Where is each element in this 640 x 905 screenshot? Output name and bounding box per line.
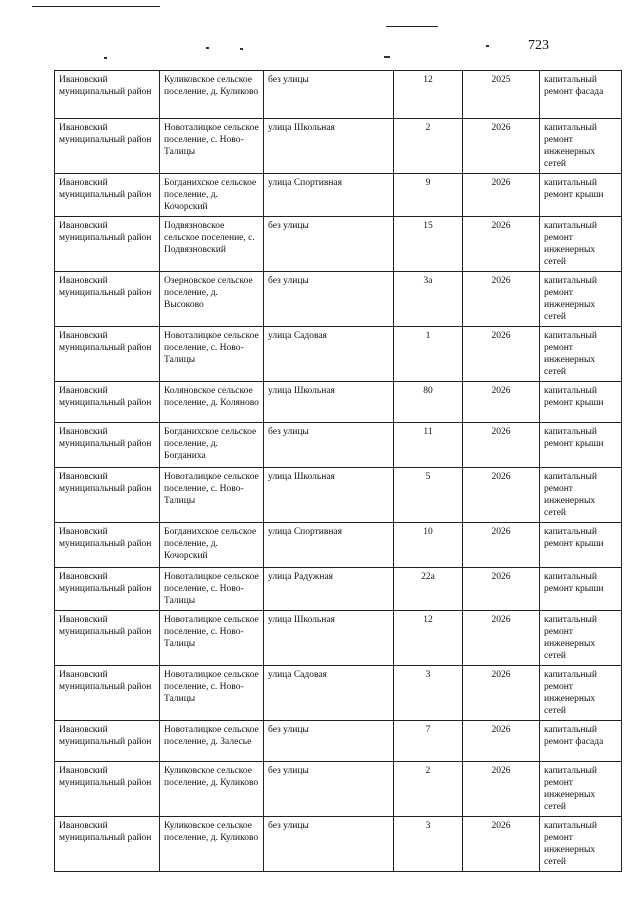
work-type-cell: капитальный ремонт инженерных сетей bbox=[540, 817, 622, 872]
house-number-cell: 10 bbox=[394, 523, 463, 568]
year-cell: 2026 bbox=[463, 468, 540, 523]
street-cell: без улицы bbox=[264, 217, 394, 272]
house-number-cell: 12 bbox=[394, 611, 463, 666]
work-type-cell: капитальный ремонт инженерных сетей bbox=[540, 666, 622, 721]
table-row bbox=[55, 423, 622, 468]
table-body bbox=[55, 71, 622, 872]
work-type-cell: капитальный ремонт фасада bbox=[540, 71, 622, 119]
district-cell: Ивановский муниципальный район bbox=[55, 327, 160, 382]
year-cell: 2026 bbox=[463, 568, 540, 611]
street-cell: без улицы bbox=[264, 423, 394, 468]
settlement-cell: Куликовское сельское поселение, д. Куликово bbox=[160, 817, 264, 872]
house-number-cell: 3а bbox=[394, 272, 463, 327]
table-row bbox=[55, 817, 622, 872]
table-row bbox=[55, 272, 622, 327]
year-cell: 2026 bbox=[463, 666, 540, 721]
work-type-cell: капитальный ремонт инженерных сетей bbox=[540, 217, 622, 272]
district-cell: Ивановский муниципальный район bbox=[55, 119, 160, 174]
scan-artifact-line bbox=[32, 6, 160, 7]
table-row bbox=[55, 762, 622, 817]
district-cell: Ивановский муниципальный район bbox=[55, 523, 160, 568]
year-cell: 2026 bbox=[463, 217, 540, 272]
work-type-cell: капитальный ремонт инженерных сетей bbox=[540, 468, 622, 523]
street-cell: улица Радужная bbox=[264, 568, 394, 611]
year-cell: 2026 bbox=[463, 721, 540, 762]
settlement-cell: Озерновское сельское поселение, д. Высоково bbox=[160, 272, 264, 327]
work-type-cell: капитальный ремонт инженерных сетей bbox=[540, 327, 622, 382]
settlement-cell: Новоталицкое сельское поселение, с. Ново-Талицы bbox=[160, 666, 264, 721]
street-cell: без улицы bbox=[264, 762, 394, 817]
page-number: 723 bbox=[528, 38, 549, 53]
table-row bbox=[55, 568, 622, 611]
house-number-cell: 1 bbox=[394, 327, 463, 382]
table-row bbox=[55, 119, 622, 174]
year-cell: 2026 bbox=[463, 611, 540, 666]
year-cell: 2026 bbox=[463, 762, 540, 817]
street-cell: без улицы bbox=[264, 817, 394, 872]
year-cell: 2026 bbox=[463, 119, 540, 174]
table-row bbox=[55, 327, 622, 382]
settlement-cell: Богданихское сельское поселение, д. Кочорский bbox=[160, 174, 264, 217]
house-number-cell: 2 bbox=[394, 762, 463, 817]
work-type-cell: капитальный ремонт крыши bbox=[540, 382, 622, 423]
district-cell: Ивановский муниципальный район bbox=[55, 817, 160, 872]
table-row bbox=[55, 721, 622, 762]
table-row bbox=[55, 523, 622, 568]
work-type-cell: капитальный ремонт инженерных сетей bbox=[540, 611, 622, 666]
house-number-cell: 5 bbox=[394, 468, 463, 523]
year-cell: 2026 bbox=[463, 272, 540, 327]
table-row bbox=[55, 611, 622, 666]
district-cell: Ивановский муниципальный район bbox=[55, 666, 160, 721]
scan-artifact-dot bbox=[104, 57, 107, 59]
settlement-cell: Коляновское сельское поселение, д. Коляново bbox=[160, 382, 264, 423]
district-cell: Ивановский муниципальный район bbox=[55, 568, 160, 611]
district-cell: Ивановский муниципальный район bbox=[55, 174, 160, 217]
street-cell: улица Спортивная bbox=[264, 523, 394, 568]
settlement-cell: Новоталицкое сельское поселение, с. Ново-Талицы bbox=[160, 611, 264, 666]
house-number-cell: 3 bbox=[394, 666, 463, 721]
scan-artifact-line bbox=[386, 26, 438, 27]
year-cell: 2025 bbox=[463, 71, 540, 119]
work-type-cell: капитальный ремонт инженерных сетей bbox=[540, 272, 622, 327]
street-cell: улица Школьная bbox=[264, 119, 394, 174]
settlement-cell: Новоталицкое сельское поселение, с. Ново-Талицы bbox=[160, 568, 264, 611]
work-type-cell: капитальный ремонт крыши bbox=[540, 523, 622, 568]
street-cell: улица Спортивная bbox=[264, 174, 394, 217]
table-row bbox=[55, 217, 622, 272]
house-number-cell: 7 bbox=[394, 721, 463, 762]
work-type-cell: капитальный ремонт инженерных сетей bbox=[540, 762, 622, 817]
street-cell: улица Садовая bbox=[264, 327, 394, 382]
street-cell: улица Школьная bbox=[264, 468, 394, 523]
house-number-cell: 12 bbox=[394, 71, 463, 119]
house-number-cell: 11 bbox=[394, 423, 463, 468]
year-cell: 2026 bbox=[463, 382, 540, 423]
year-cell: 2026 bbox=[463, 817, 540, 872]
settlement-cell: Куликовское сельское поселение, д. Куликово bbox=[160, 762, 264, 817]
work-type-cell: капитальный ремонт крыши bbox=[540, 174, 622, 217]
settlement-cell: Новоталицкое сельское поселение, д. Залесье bbox=[160, 721, 264, 762]
work-type-cell: капитальный ремонт фасада bbox=[540, 721, 622, 762]
district-cell: Ивановский муниципальный район bbox=[55, 468, 160, 523]
street-cell: без улицы bbox=[264, 721, 394, 762]
settlement-cell: Подвязновское сельское поселение, с. Подвязновский bbox=[160, 217, 264, 272]
settlement-cell: Куликовское сельское поселение, д. Куликово bbox=[160, 71, 264, 119]
table-row bbox=[55, 71, 622, 119]
street-cell: без улицы bbox=[264, 272, 394, 327]
street-cell: улица Школьная bbox=[264, 382, 394, 423]
house-number-cell: 15 bbox=[394, 217, 463, 272]
district-cell: Ивановский муниципальный район bbox=[55, 217, 160, 272]
housing-repair-table bbox=[54, 70, 622, 872]
year-cell: 2026 bbox=[463, 174, 540, 217]
scan-artifact-dot bbox=[240, 48, 243, 50]
work-type-cell: капитальный ремонт крыши bbox=[540, 568, 622, 611]
settlement-cell: Богданихское сельское поселение, д. Богданиха bbox=[160, 423, 264, 468]
table-row bbox=[55, 468, 622, 523]
scan-artifact-dot bbox=[384, 56, 390, 58]
year-cell: 2026 bbox=[463, 423, 540, 468]
district-cell: Ивановский муниципальный район bbox=[55, 382, 160, 423]
year-cell: 2026 bbox=[463, 523, 540, 568]
table-row bbox=[55, 382, 622, 423]
house-number-cell: 3 bbox=[394, 817, 463, 872]
scan-artifact-dot bbox=[486, 45, 489, 47]
district-cell: Ивановский муниципальный район bbox=[55, 721, 160, 762]
district-cell: Ивановский муниципальный район bbox=[55, 762, 160, 817]
work-type-cell: капитальный ремонт крыши bbox=[540, 423, 622, 468]
district-cell: Ивановский муниципальный район bbox=[55, 71, 160, 119]
settlement-cell: Богданихское сельское поселение, д. Кочорский bbox=[160, 523, 264, 568]
street-cell: улица Школьная bbox=[264, 611, 394, 666]
work-type-cell: капитальный ремонт инженерных сетей bbox=[540, 119, 622, 174]
table-row bbox=[55, 174, 622, 217]
settlement-cell: Новоталицкое сельское поселение, с. Ново-Талицы bbox=[160, 119, 264, 174]
house-number-cell: 9 bbox=[394, 174, 463, 217]
scan-artifact-dot bbox=[206, 47, 209, 49]
house-number-cell: 2 bbox=[394, 119, 463, 174]
street-cell: без улицы bbox=[264, 71, 394, 119]
settlement-cell: Новоталицкое сельское поселение, с. Ново-Талицы bbox=[160, 327, 264, 382]
house-number-cell: 22а bbox=[394, 568, 463, 611]
district-cell: Ивановский муниципальный район bbox=[55, 423, 160, 468]
district-cell: Ивановский муниципальный район bbox=[55, 611, 160, 666]
district-cell: Ивановский муниципальный район bbox=[55, 272, 160, 327]
house-number-cell: 80 bbox=[394, 382, 463, 423]
settlement-cell: Новоталицкое сельское поселение, с. Ново-Талицы bbox=[160, 468, 264, 523]
table-row bbox=[55, 666, 622, 721]
street-cell: улица Садовая bbox=[264, 666, 394, 721]
year-cell: 2026 bbox=[463, 327, 540, 382]
